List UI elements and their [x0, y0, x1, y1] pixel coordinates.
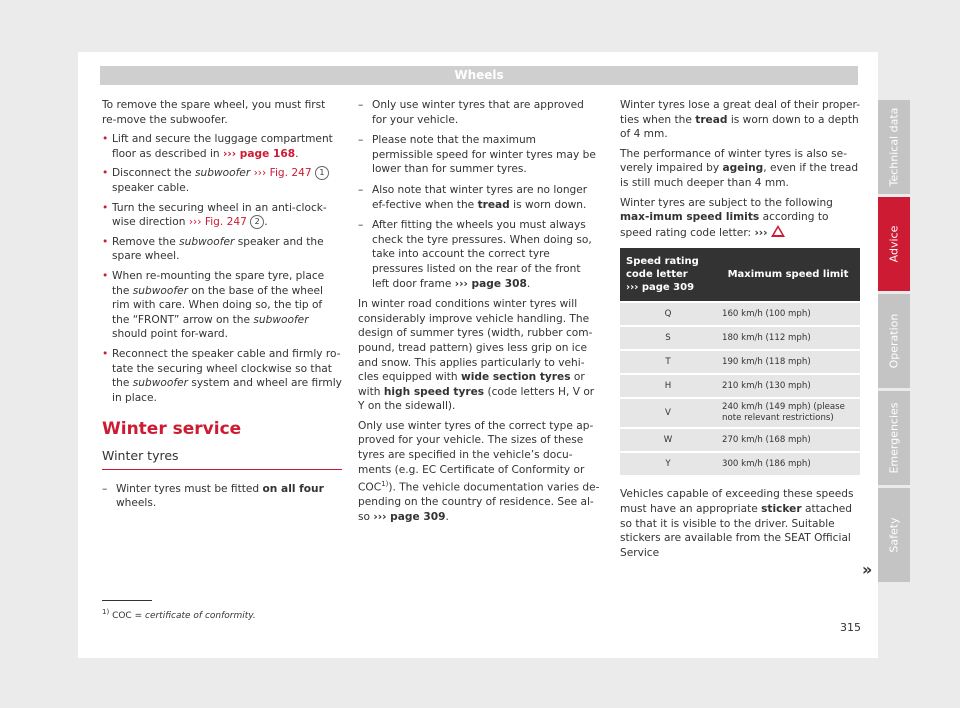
step-reconnect: • Reconnect the speaker cable and firmly ro-tate the securing wheel clockwise so that the subwoofer system and wheel are firmly in place. [102, 347, 342, 405]
footnote-divider [102, 600, 152, 601]
footnote: $^{1)}$ COC = certificate of conformity. [102, 608, 256, 621]
paragraph: In winter road conditions winter tyres will considerably improve vehicle handling. The design of summer tyres (width, rubber com-pound, tread pattern) gives less grip on ice and snow. This applies particularly to vehi-cles equipped with wide section tyres or with high speed tyres (code letters H, V or Y on the sidewall). [358, 298, 595, 413]
table-row [620, 327, 860, 349]
continue-icon: » [862, 560, 873, 579]
limit-cell: 210 km/h (130 mph) [716, 375, 860, 397]
code-cell: T [620, 351, 716, 373]
tab-technical-data[interactable]: Technical data [878, 100, 910, 194]
column-header-limit: Maximum speed limit [716, 248, 860, 301]
code-cell: Y [620, 453, 716, 475]
limit-cell: 270 km/h (168 mph) [716, 429, 860, 451]
column-2 [358, 98, 600, 530]
limit-cell: 300 km/h (186 mph) [716, 453, 860, 475]
page-header: Wheels [100, 66, 858, 85]
table-header-row [620, 248, 860, 301]
page-link[interactable]: ››› page 308 [454, 277, 527, 290]
paragraph: Winter tyres are subject to the following max-imum speed limits according to speed rating code letter: ››› [620, 196, 833, 239]
chapter-tabs [878, 100, 910, 585]
code-cell: Q [620, 303, 716, 325]
speed-limit-table [620, 246, 860, 477]
page-link[interactable]: ››› page 309 [373, 510, 446, 523]
code-cell: W [620, 429, 716, 451]
step-turn-wheel: • Turn the securing wheel in an anti-clock-wise direction ››› Fig. 247 2 . [102, 201, 342, 230]
limit-cell: 180 km/h (112 mph) [716, 327, 860, 349]
table-row [620, 399, 860, 427]
table-row [620, 375, 860, 397]
step-disconnect: • Disconnect the subwoofer ››› Fig. 247 1 speaker cable. [102, 166, 342, 195]
table-row [620, 303, 860, 325]
code-cell: V [620, 399, 716, 427]
tab-advice[interactable]: Advice [878, 197, 910, 291]
step-remount: • When re-mounting the spare tyre, place the subwoofer on the base of the wheel rim with care. When doing so, the tip of the “FRONT” arrow on the subwoofer should point for-ward. [102, 269, 342, 342]
step-remove: • Remove the subwoofer speaker and the spare wheel. [102, 235, 342, 264]
paragraph: Winter tyres lose a great deal of their proper-ties when the tread is worn down to a depth of 4 mm. [620, 99, 861, 141]
dash-item: – Please note that the maximum permissible speed for winter tyres may be lower than for summer tyres. [358, 133, 600, 177]
tab-operation[interactable]: Operation [878, 294, 910, 388]
limit-cell: 190 km/h (118 mph) [716, 351, 860, 373]
callout-number: 2 [250, 215, 264, 229]
column-1 [102, 98, 342, 517]
table-row [620, 453, 860, 475]
figure-link[interactable]: ››› Fig. 247 [188, 216, 247, 229]
paragraph: Vehicles capable of exceeding these speeds must have an appropriate sticker attached so that it is visible to the driver. Suitable stickers are available from the SEAT Official Service [620, 488, 854, 559]
tab-safety[interactable]: Safety [878, 488, 910, 582]
limit-cell: 160 km/h (100 mph) [716, 303, 860, 325]
tab-emergencies[interactable]: Emergencies [878, 391, 910, 485]
intro-text: To remove the spare wheel, you must first re-move the subwoofer. [102, 99, 326, 126]
page-number: 315 [840, 621, 861, 634]
column-header-code: Speed rating code letter ››› page 309 [620, 248, 716, 301]
dash-item: – After fitting the wheels you must always check the tyre pressures. When doing so, take into account the correct tyre pressures listed on the rear of the front left door frame ››› page 308. [358, 218, 600, 291]
warning-icon [771, 225, 785, 237]
step-lift-floor: • Lift and secure the luggage compartment floor as described in ››› page 168. [102, 132, 342, 161]
page-link[interactable]: ››› page 309 [626, 282, 695, 294]
code-cell: S [620, 327, 716, 349]
footnote-ref[interactable]: 1) [381, 480, 389, 489]
code-cell: H [620, 375, 716, 397]
section-title: Winter service [102, 419, 242, 440]
paragraph: Only use winter tyres of the correct type ap-proved for your vehicle. The sizes of these tyres are specified in the vehicle’s docu-ments (e.g. EC Certificate of Conformity or COC$^{1)}$). The vehicle documentation varies de-pending on the country of residence. See al-so ››› page 309. [358, 419, 600, 523]
callout-number: 1 [315, 166, 329, 180]
column-3 [620, 98, 862, 565]
figure-link[interactable]: ››› Fig. 247 [253, 167, 312, 180]
page-link[interactable]: ››› page 168 [223, 147, 296, 160]
subsection-title: Winter tyres [102, 449, 342, 470]
paragraph: The performance of winter tyres is also se-verely impaired by ageing, even if the tread is still much deeper than 4 mm. [620, 147, 859, 189]
dash-item: – Also note that winter tyres are no longer ef-fective when the tread is worn down. [358, 183, 600, 212]
dash-item: – Winter tyres must be fitted on all four wheels. [102, 482, 342, 511]
warning-link[interactable]: ››› [754, 226, 768, 239]
dash-item: – Only use winter tyres that are approved for your vehicle. [358, 98, 600, 127]
limit-cell: 240 km/h (149 mph) (please note relevant restrictions) [716, 399, 860, 427]
table-row [620, 351, 860, 373]
table-row [620, 429, 860, 451]
